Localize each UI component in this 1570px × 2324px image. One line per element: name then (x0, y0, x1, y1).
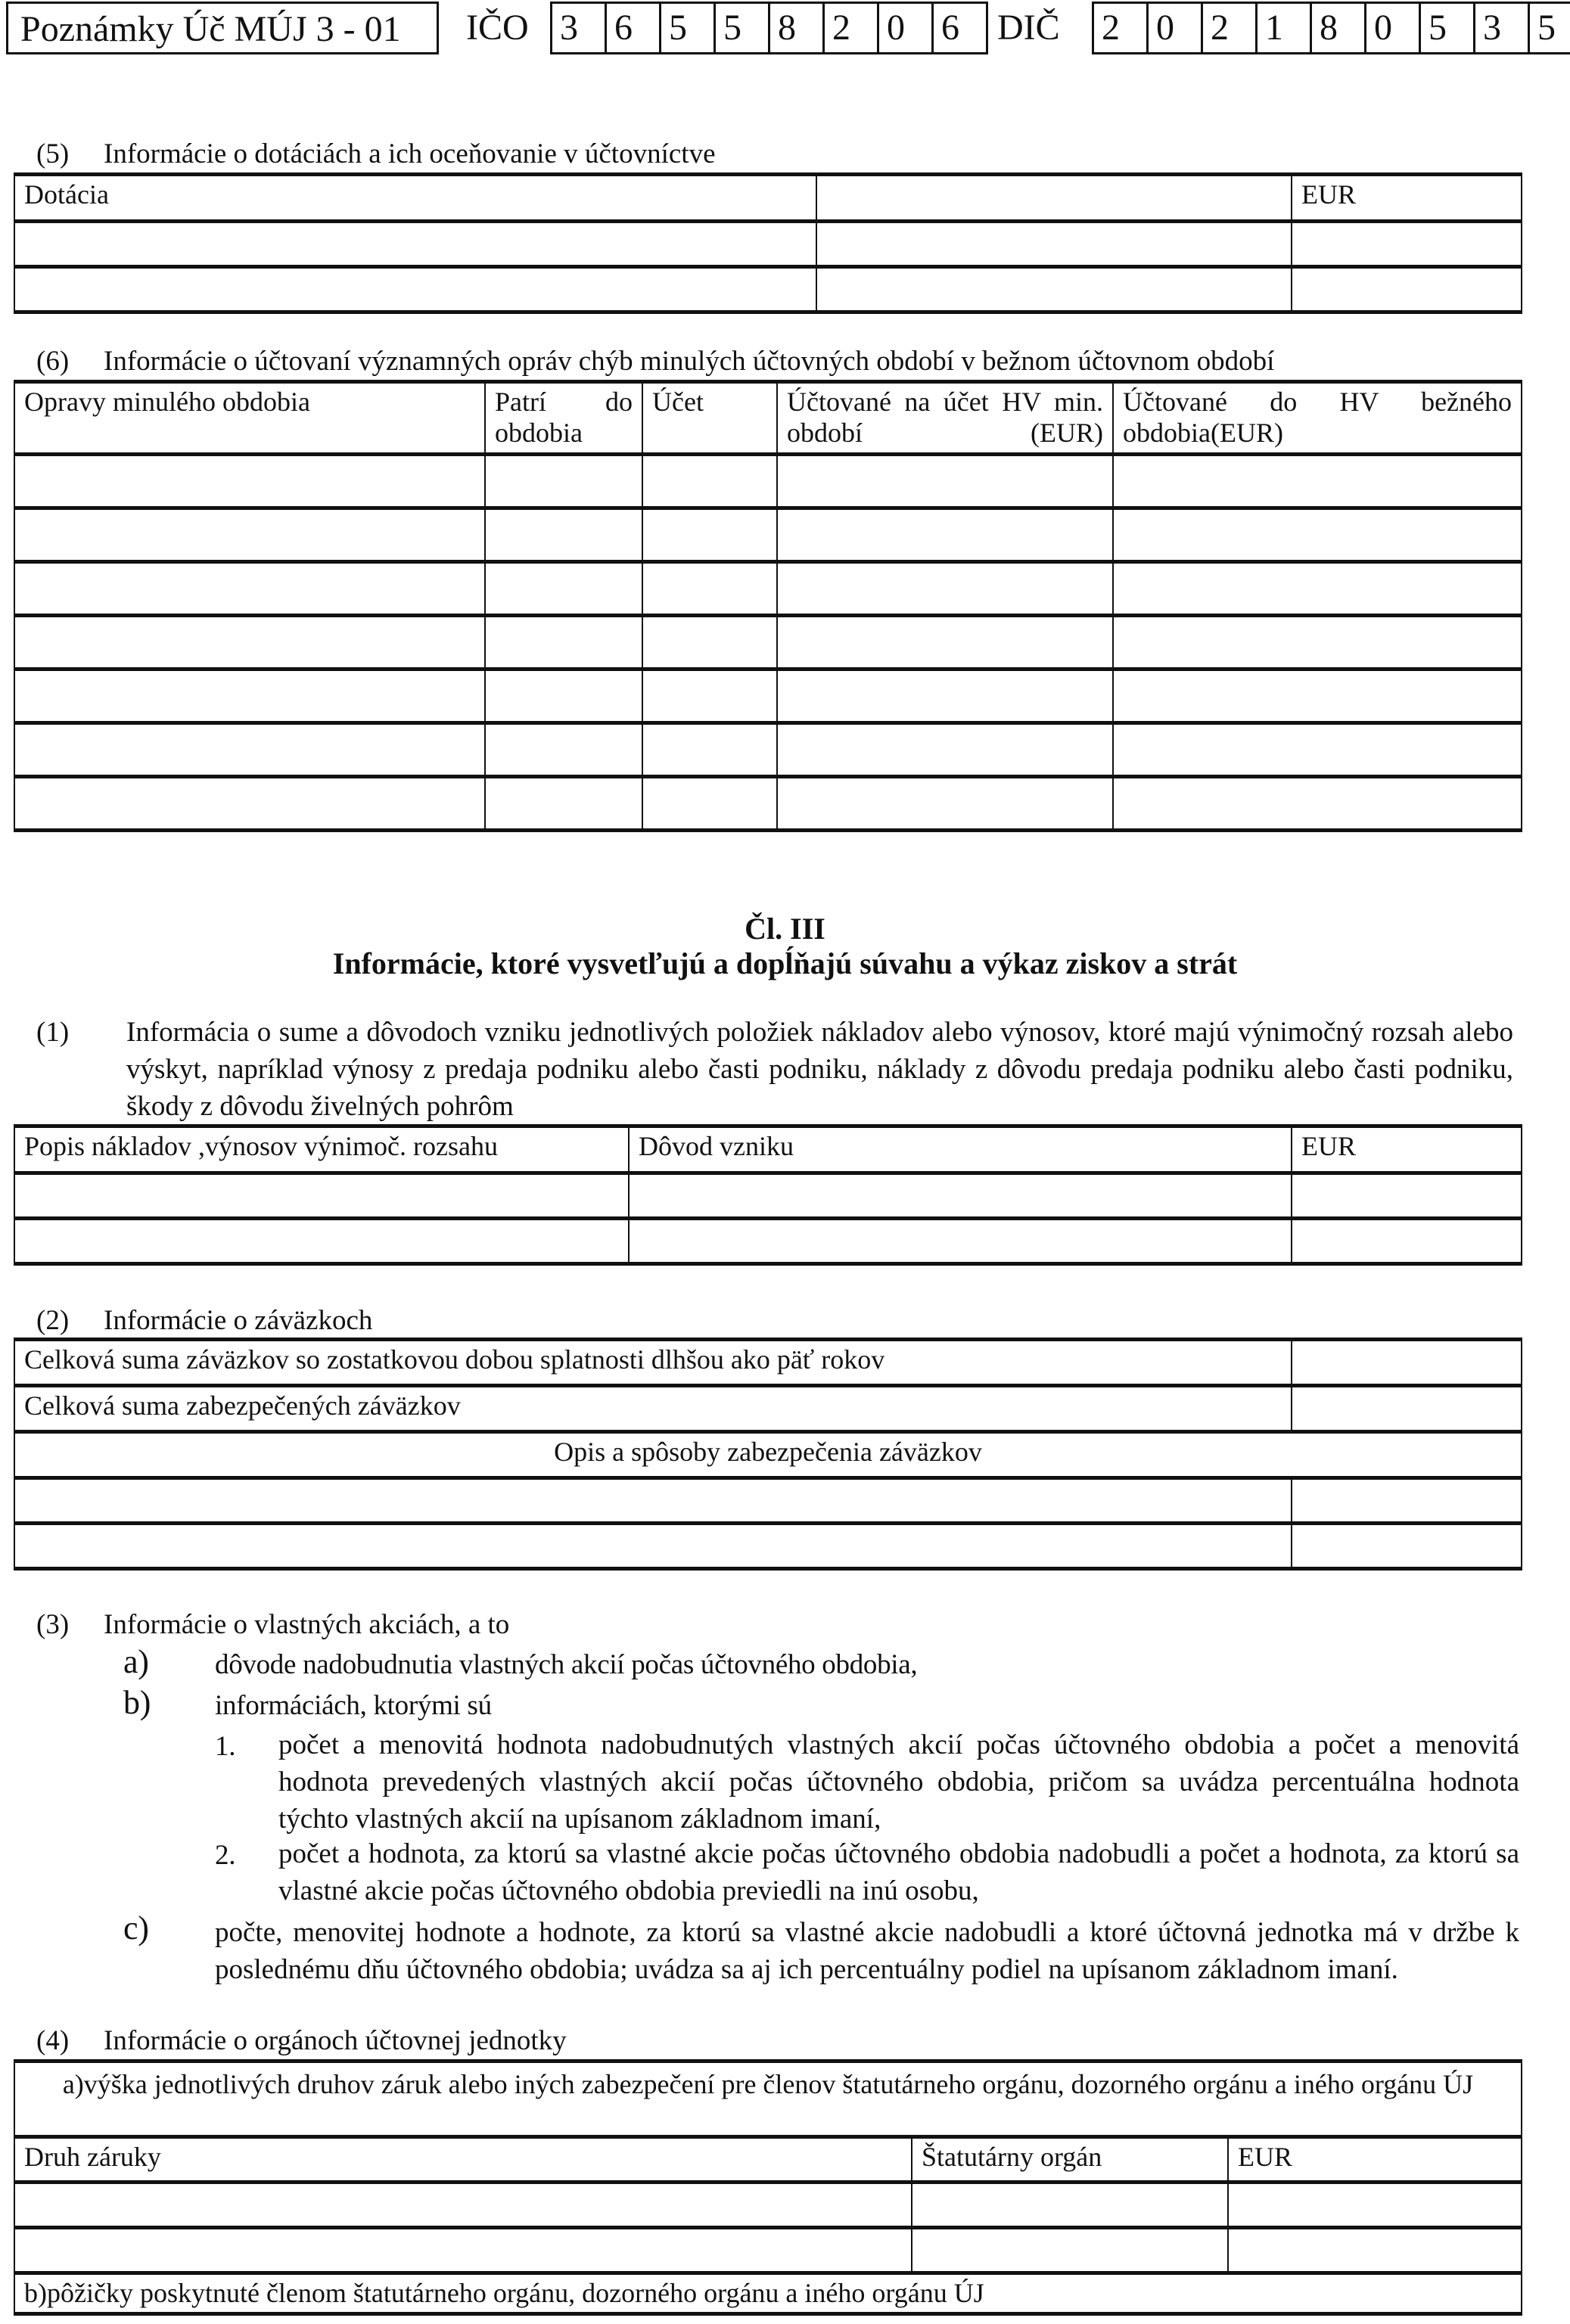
table-row (14, 267, 1522, 312)
table-cell[interactable] (777, 615, 1113, 669)
section-6-heading (15, 345, 1274, 377)
table-cell[interactable] (14, 561, 485, 615)
section-title: Informácie o vlastných akciách, a to (104, 1609, 510, 1640)
table-row (14, 508, 1522, 561)
sublist-item-2: počet a hodnota, za ktorú sa vlastné akcie počas účtovného obdobia nadobudli a počet a hodnota, za ktorú sa vlastné akcie počas účtovného obdobia previedli na inú osobu, (278, 1838, 1519, 1906)
table-cell[interactable] (14, 1173, 629, 1219)
sublist-marker-1: 1. (215, 1731, 236, 1762)
table-row (14, 722, 1522, 776)
table-row (14, 1173, 1522, 1219)
table-cell[interactable] (642, 669, 777, 722)
table-cell[interactable] (1113, 669, 1522, 722)
table-cell[interactable] (14, 669, 485, 722)
table-cell[interactable] (1292, 1219, 1522, 1264)
chapter-number: Čl. III (745, 912, 825, 946)
form-title: Poznámky Úč MÚJ 3 - 01 (6, 2, 439, 54)
table-cell[interactable] (1292, 267, 1522, 312)
sublist-marker-2: 2. (215, 1840, 236, 1871)
bodies-table (14, 2059, 1522, 2316)
table-cell[interactable] (485, 776, 642, 830)
error-corrections-table (14, 380, 1522, 832)
dic-digit[interactable]: 0 (1149, 4, 1203, 52)
table-cell[interactable] (1113, 561, 1522, 615)
ico-digit[interactable]: 6 (607, 4, 661, 52)
table-row (14, 1524, 1522, 1569)
section-number: (1) (36, 1017, 70, 1048)
col-header-period: Patrí do obdobia (485, 382, 642, 455)
section-number: (4) (36, 2025, 70, 2056)
table-cell[interactable] (14, 2228, 912, 2273)
table-header-row (14, 1126, 1522, 1173)
table-cell[interactable] (14, 722, 485, 776)
table-cell[interactable] (1113, 508, 1522, 561)
table-cell[interactable] (485, 561, 642, 615)
table-row (14, 1340, 1522, 1386)
table-row (14, 776, 1522, 830)
loans-caption: b)pôžičky poskytnuté členom štatutárneho orgánu, dozorného orgánu a iného orgánu ÚJ (14, 2273, 1522, 2314)
ico-digit[interactable]: 2 (825, 4, 879, 52)
table-caption-row (14, 2273, 1522, 2314)
col-header-corrections: Opravy minulého obdobia (14, 382, 485, 455)
section-title: Informácie o záväzkoch (104, 1305, 373, 1336)
ico-digit[interactable]: 6 (934, 4, 988, 52)
table-cell[interactable] (642, 776, 777, 830)
section-text: Informácia o sume a dôvodoch vzniku jednotlivých položiek nákladov alebo výnosov, ktoré majú výnimočný rozsah alebo výskyt, napríklad výnosy z predaja podniku alebo časti podniku, náklady z dôvodu predaja podniku alebo časti podniku, škody z dôvodu živelných pohrôm (126, 1017, 1513, 1122)
subsidies-table (14, 172, 1522, 314)
table-subheader-row (14, 1432, 1522, 1478)
list-marker-b: b) (123, 1684, 151, 1721)
table-cell[interactable] (629, 1219, 1292, 1264)
security-description-header: Opis a spôsoby zabezpečenia záväzkov (14, 1432, 1522, 1478)
ico-label: IČO (466, 8, 529, 48)
list-item-c: počte, menovitej hodnote a hodnote, za ktorú sa vlastné akcie nadobudli a ktoré účtovná jednotka má v držbe k poslednému dňu účtovného obdobia; uvádza sa aj ich percentuálny podiel na upísanom základnom imaní. (215, 1917, 1519, 1985)
table-cell[interactable] (14, 1478, 1292, 1524)
dic-digit[interactable]: 1 (1258, 4, 1312, 52)
section-title: Informácie o orgánoch účtovnej jednotky (104, 2025, 567, 2056)
table-cell[interactable] (1292, 1478, 1522, 1524)
ch3-section-3-heading (15, 1608, 509, 1641)
section-title: Informácie o účtovaní významných opráv chýb minulých účtovných období v bežnom účtovnom období (104, 346, 1275, 377)
table-row (14, 2183, 1522, 2228)
col-header-eur: EUR (1292, 1126, 1522, 1173)
table-cell[interactable] (1113, 722, 1522, 776)
col-header-description: Popis nákladov ,výnosov výnimoč. rozsahu (14, 1126, 629, 1173)
list-marker-c: c) (123, 1909, 149, 1947)
table-cell[interactable] (777, 508, 1113, 561)
table-row (14, 1219, 1522, 1264)
table-row (14, 1478, 1522, 1524)
col-header-eur: EUR (1292, 175, 1522, 222)
chapter-title: Informácie, ktoré vysvetľujú a dopĺňajú súvahu a výkaz ziskov a strát (332, 946, 1238, 980)
table-row (14, 615, 1522, 669)
table-row (14, 1386, 1522, 1432)
table-cell[interactable] (816, 222, 1292, 267)
dic-digit[interactable]: 2 (1094, 4, 1149, 52)
table-cell[interactable] (1113, 454, 1522, 508)
table-cell[interactable] (816, 267, 1292, 312)
table-cell[interactable] (14, 454, 485, 508)
col-header-reason: Dôvod vzniku (629, 1126, 1292, 1173)
sublist-item-1: počet a menovitá hodnota nadobudnutých vlastných akcií počas účtovného obdobia a počet a menovitá hodnota prevedených vlastných akcií počas účtovného obdobia, pričom sa uvádza percentuálna hodnota týchto vlastných akcií na upísanom základnom imaní, (278, 1729, 1519, 1835)
exceptional-items-table (14, 1124, 1522, 1266)
ico-digit[interactable]: 3 (552, 4, 607, 52)
table-cell[interactable] (777, 669, 1113, 722)
ch3-section-4-heading (15, 2024, 567, 2057)
table-row (14, 222, 1522, 267)
table-cell[interactable] (642, 561, 777, 615)
table-cell[interactable] (14, 615, 485, 669)
table-cell[interactable] (1113, 776, 1522, 830)
section-number: (3) (36, 1609, 70, 1640)
table-row (14, 669, 1522, 722)
table-cell[interactable] (485, 669, 642, 722)
table-cell[interactable] (777, 776, 1113, 830)
ico-digit[interactable]: 8 (770, 4, 825, 52)
table-cell[interactable] (1228, 2228, 1522, 2273)
table-cell[interactable] (629, 1173, 1292, 1219)
dic-digit[interactable]: 5 (1421, 4, 1475, 52)
table-caption-row (14, 2061, 1522, 2137)
col-header-current-hv: Účtované do HV bežného obdobia(EUR) (1113, 382, 1522, 455)
table-cell[interactable] (1292, 1524, 1522, 1569)
ico-digit[interactable]: 0 (879, 4, 934, 52)
ico-digit[interactable]: 5 (661, 4, 716, 52)
table-cell[interactable] (1228, 2183, 1522, 2228)
table-cell[interactable] (485, 722, 642, 776)
dic-digit[interactable]: 3 (1475, 4, 1530, 52)
col-header-dotacia: Dotácia (14, 175, 816, 222)
table-row (14, 561, 1522, 615)
section-5-heading (15, 138, 716, 170)
table-cell[interactable] (14, 1219, 629, 1264)
dic-digit-boxes (1092, 2, 1570, 54)
table-cell[interactable] (1292, 1173, 1522, 1219)
table-cell[interactable] (485, 508, 642, 561)
dic-digit[interactable]: 8 (1312, 4, 1366, 52)
col-header-prior-hv: Účtované na účet HV min. období (EUR) (777, 382, 1113, 455)
liabilities-table (14, 1338, 1522, 1571)
table-cell[interactable] (777, 561, 1113, 615)
section-title: Informácie o dotáciách a ich oceňovanie v účtovníctve (104, 138, 716, 169)
section-number: (6) (36, 346, 70, 377)
ico-digit-boxes (550, 2, 988, 54)
col-header-guarantee-type: Druh záruky (14, 2137, 912, 2183)
col-header-eur: EUR (1228, 2137, 1522, 2183)
table-cell[interactable] (777, 722, 1113, 776)
col-header-account: Účet (642, 382, 777, 455)
table-row (14, 454, 1522, 508)
table-cell[interactable] (642, 722, 777, 776)
table-cell[interactable] (1292, 222, 1522, 267)
table-cell[interactable] (485, 454, 642, 508)
table-cell[interactable] (14, 776, 485, 830)
ch3-section-1 (15, 1014, 1513, 1125)
table-cell[interactable] (1113, 615, 1522, 669)
list-item-b: informáciách, ktorými sú (215, 1690, 492, 1721)
table-cell[interactable] (642, 508, 777, 561)
section-number: (2) (36, 1305, 70, 1336)
table-cell[interactable] (642, 454, 777, 508)
table-cell[interactable] (912, 2183, 1228, 2228)
secured-liabilities-value[interactable] (1292, 1386, 1522, 1432)
table-cell[interactable] (14, 222, 816, 267)
table-header-row (14, 382, 1522, 455)
col-header-blank (816, 175, 1292, 222)
dic-digit[interactable]: 0 (1366, 4, 1421, 52)
long-term-liabilities-value[interactable] (1292, 1340, 1522, 1386)
table-header-row (14, 2137, 1522, 2183)
dic-digit[interactable]: 2 (1203, 4, 1258, 52)
long-term-liabilities-label: Celková suma záväzkov so zostatkovou dobou splatnosti dlhšou ako päť rokov (14, 1340, 1292, 1386)
table-cell[interactable] (777, 454, 1113, 508)
table-cell[interactable] (485, 615, 642, 669)
list-item-a: dôvode nadobudnutia vlastných akcií počas účtovného obdobia, (215, 1649, 918, 1680)
table-cell[interactable] (14, 267, 816, 312)
table-cell[interactable] (642, 615, 777, 669)
ico-digit[interactable]: 5 (716, 4, 770, 52)
table-cell[interactable] (14, 508, 485, 561)
table-row (14, 2228, 1522, 2273)
table-cell[interactable] (14, 1524, 1292, 1569)
table-cell[interactable] (912, 2228, 1228, 2273)
table-cell[interactable] (14, 2183, 912, 2228)
dic-label: DIČ (997, 8, 1060, 48)
secured-liabilities-label: Celková suma zabezpečených záväzkov (14, 1386, 1292, 1432)
dic-digit[interactable]: 5 (1530, 4, 1570, 52)
col-header-statutory-body: Štatutárny orgán (912, 2137, 1228, 2183)
section-number: (5) (36, 138, 70, 169)
table-header-row (14, 175, 1522, 222)
list-marker-a: a) (123, 1643, 149, 1680)
ch3-section-2-heading (15, 1304, 372, 1337)
guarantees-caption: a)výška jednotlivých druhov záruk alebo iných zabezpečení pre členov štatutárneho orgánu, dozorného orgánu a iného orgánu ÚJ (14, 2061, 1522, 2137)
